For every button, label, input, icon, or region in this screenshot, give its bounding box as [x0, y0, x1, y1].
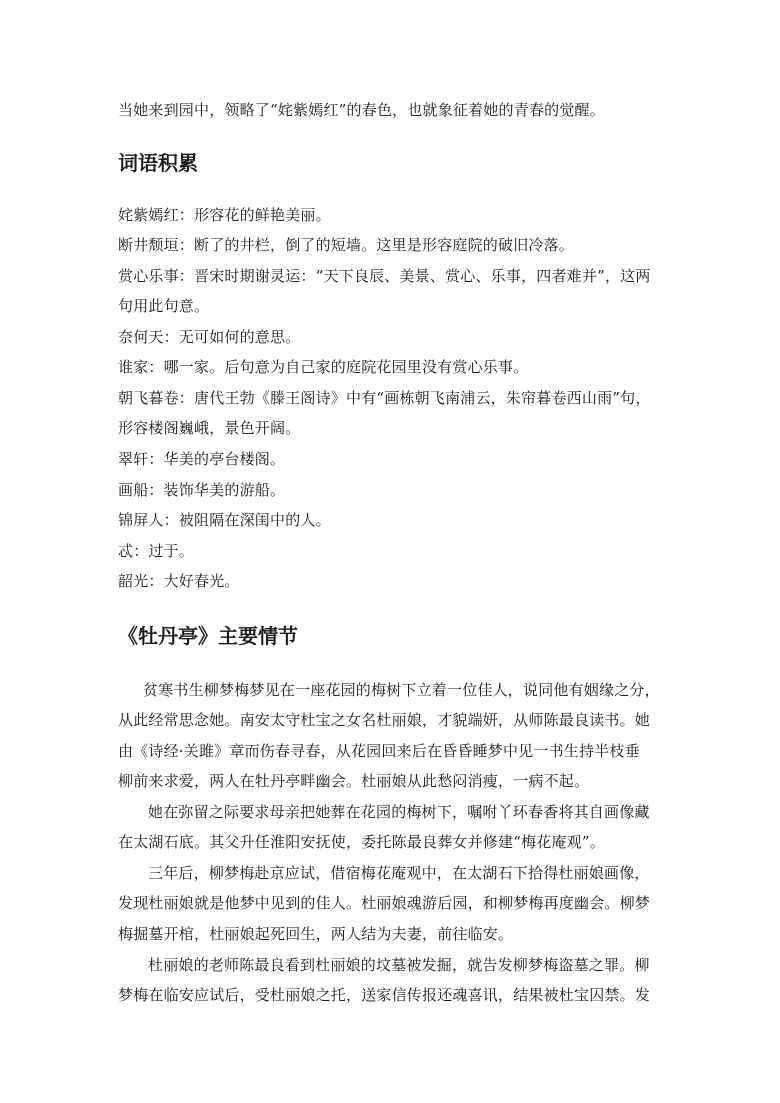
plot-line: 贫寒书生柳梦梅梦见在一座花园的梅树下立着一位佳人，说同他有姻缘之分， [143, 681, 660, 699]
plot-line: 发现杜丽娘就是他梦中见到的佳人。杜丽娘魂游后园，和柳梦梅再度幽会。柳梦 [118, 894, 651, 912]
plot-line: 杜丽娘的老师陈最良看到杜丽娘的坟墓被发掘，就告发柳梦梅盗墓之罪。柳 [148, 956, 650, 974]
plot-line: 柳前来求爱，两人在牡丹亭畔幽会。杜丽娘从此愁闷消瘦，一病不起。 [118, 772, 590, 790]
vocab-line: 翠轩：华美的亭台楼阁。 [118, 450, 286, 468]
vocab-line: 奈何天：无可如何的意思。 [118, 328, 301, 346]
plot-heading: 《牡丹亭》主要情节 [118, 624, 298, 648]
vocab-line: 赏心乐事：晋宋时期谢灵运：“天下良辰、美景、赏心、乐事，四者难并”，这两 [118, 267, 651, 285]
plot-line: 在太湖石底。其父升任淮阳安抚使，委托陈最良葬女并修建“梅花庵观”。 [118, 833, 605, 851]
vocab-line: 韶光：大好春光。 [118, 572, 240, 590]
plot-line: 由《诗经·关雎》章而伤春寻春，从花园回来后在昏昏睡梦中见一书生持半枝垂 [118, 742, 640, 760]
plot-line: 从此经常思念她。南安太守杜宝之女名杜丽娘，才貌端妍，从师陈最良读书。她 [118, 711, 651, 729]
vocab-line: 谁家：哪一家。后句意为自己家的庭院花园里没有赏心乐事。 [118, 358, 529, 376]
vocab-line: 朝飞暮卷：唐代王勃《滕王阁诗》中有“画栋朝飞南浦云，朱帘暮卷西山雨”句， [118, 389, 651, 407]
plot-line: 三年后，柳梦梅赴京应试，借宿梅花庵观中，在太湖石下拾得杜丽娘画像， [148, 864, 650, 882]
vocab-heading: 词语积累 [118, 151, 198, 175]
plot-line: 梅掘墓开棺，杜丽娘起死回生，两人结为夫妻，前往临安。 [118, 925, 514, 943]
vocab-line: 忒：过于。 [118, 542, 195, 560]
vocab-line: 画船：装饰华美的游船。 [118, 481, 286, 499]
vocab-line: 姹紫嫣红：形容花的鲜艳美丽。 [118, 206, 331, 224]
vocab-line: 形容楼阁巍峨，景色开阔。 [118, 419, 301, 437]
plot-line: 她在弥留之际要求母亲把她葬在花园的梅树下，嘱咐丫环春香将其自画像藏 [148, 803, 650, 821]
vocab-line: 断井颓垣：断了的井栏，倒了的短墙。这里是形容庭院的破旧冷落。 [118, 236, 575, 254]
intro-paragraph: 当她来到园中，领略了“姹紫嫣红”的春色，也就象征着她的青春的觉醒。 [118, 101, 605, 119]
vocab-line: 锦屏人：被阻隔在深闺中的人。 [118, 511, 331, 529]
plot-line: 梦梅在临安应试后，受杜丽娘之托，送家信传报还魂喜讯，结果被杜宝囚禁。发 [118, 986, 651, 1004]
vocab-line: 句用此句意。 [118, 297, 210, 315]
